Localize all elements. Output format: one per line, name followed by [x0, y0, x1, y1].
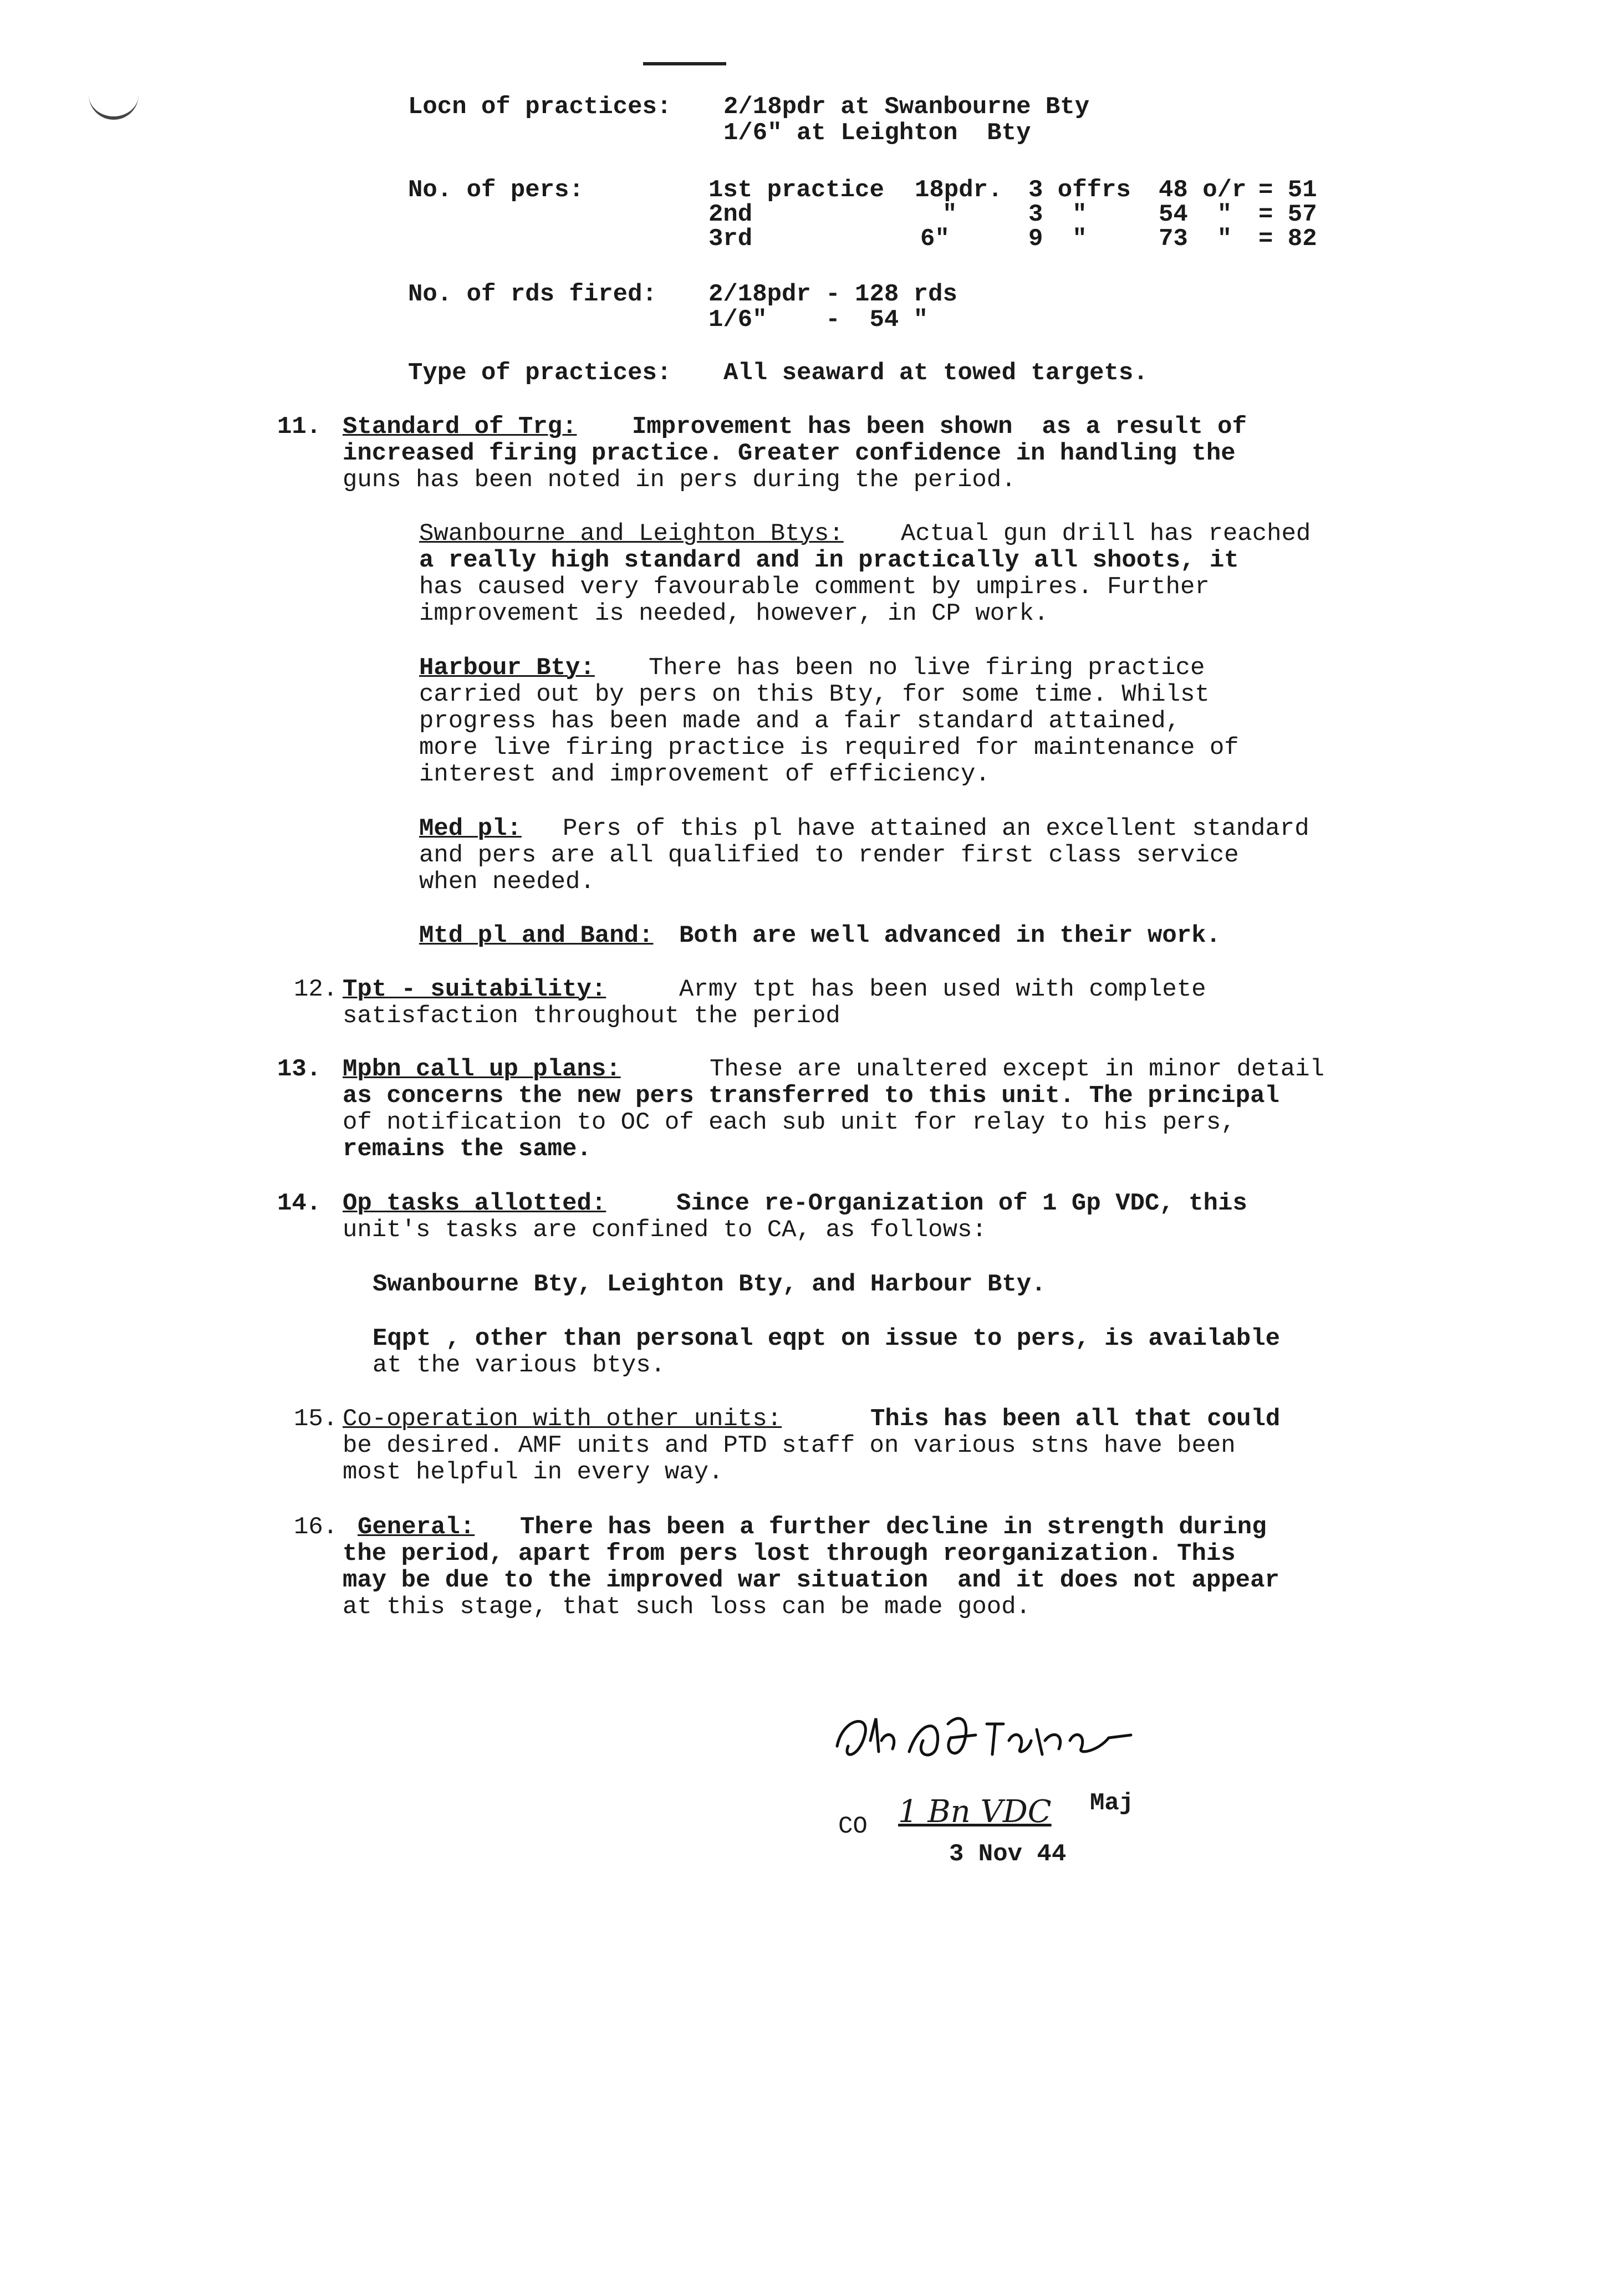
para-14-line-2: unit's tasks are confined to CA, as follows:	[343, 1216, 987, 1244]
pers-row-2-or: 54 "	[1159, 201, 1232, 228]
para-13-number: 13.	[277, 1055, 322, 1083]
pers-row-3-practice: 3rd	[708, 225, 753, 253]
para-13-line-4: remains the same.	[343, 1135, 592, 1163]
pers-row-3-total: = 82	[1258, 225, 1317, 253]
para-13-line-1: These are unaltered except in minor detail	[710, 1055, 1324, 1083]
sub-harbour-line-5: interest and improvement of efficiency.	[419, 761, 990, 788]
sub-harbour-line-1: There has been no live firing practice	[649, 654, 1205, 682]
para-15-line-1: This has been all that could	[870, 1405, 1281, 1433]
para-12-line-2: satisfaction throughout the period	[343, 1002, 840, 1030]
para-11-line-3: guns has been noted in pers during the period.	[343, 466, 1016, 494]
para-15-line-3: most helpful in every way.	[343, 1458, 723, 1486]
signature-unit: 1 Bn VDC	[898, 1794, 1052, 1830]
para-11-line-2: increased firing practice. Greater confidence in handling the	[343, 440, 1236, 467]
punch-hole-mark	[89, 83, 139, 120]
rds-line-1: 2/18pdr - 128 rds	[708, 280, 957, 308]
para-12-number: 12.	[294, 976, 338, 1003]
pers-row-1-gun: 18pdr.	[915, 176, 1003, 204]
sub-swanbourne-line-1: Actual gun drill has reached	[901, 520, 1311, 548]
para-13-line-2: as concerns the new pers transferred to this unit. The principal	[343, 1082, 1279, 1110]
pers-row-3-gun: 6"	[920, 225, 950, 253]
signature-scrawl-icon	[832, 1707, 1142, 1774]
para-12-line-1: Army tpt has been used with complete	[679, 976, 1206, 1003]
sub-med-pl-heading: Med pl:	[419, 815, 522, 843]
para-15-line-2: be desired. AMF units and PTD staff on various stns have been	[343, 1432, 1236, 1460]
locn-line-2: 1/6" at Leighton Bty	[723, 119, 1031, 147]
type-value: All seaward at towed targets.	[723, 359, 1148, 387]
para-16-line-2: the period, apart from pers lost through reorganization. This	[343, 1540, 1236, 1568]
sub-harbour-heading: Harbour Bty:	[419, 654, 595, 682]
sub-swanbourne-line-2: a really high standard and in practically all shoots, it	[419, 547, 1239, 574]
pers-row-2-offrs: 3 "	[1028, 201, 1087, 228]
pers-row-1-or: 48 o/r	[1159, 176, 1247, 204]
signature-co-prefix: CO	[838, 1813, 868, 1840]
para-16-line-1: There has been a further decline in strength during	[520, 1513, 1267, 1541]
para-15-heading: Co-operation with other units:	[343, 1405, 782, 1433]
pers-row-3-or: 73 "	[1159, 225, 1232, 253]
para-16-heading: General:	[358, 1513, 475, 1541]
para-11-line-1: Improvement has been shown as a result of	[632, 413, 1247, 441]
para-14-heading: Op tasks allotted:	[343, 1190, 606, 1217]
sub-harbour-line-4: more live firing practice is required for maintenance of	[419, 734, 1239, 762]
pers-row-2-gun: "	[942, 201, 957, 228]
signature-rank: Maj	[1090, 1789, 1134, 1817]
pers-label: No. of pers:	[408, 176, 584, 204]
pers-row-1-practice: 1st practice	[708, 176, 884, 204]
para-14-eqpt-line-2: at the various btys.	[373, 1351, 666, 1379]
para-13-heading: Mpbn call up plans:	[343, 1055, 621, 1083]
sub-med-pl-line-3: when needed.	[419, 868, 595, 896]
sub-harbour-line-3: progress has been made and a fair standard attained,	[419, 707, 1181, 735]
para-16-line-4: at this stage, that such loss can be made good.	[343, 1593, 1031, 1621]
rds-label: No. of rds fired:	[408, 280, 657, 308]
pers-row-1-total: = 51	[1258, 176, 1317, 204]
para-13-line-3: of notification to OC of each sub unit for relay to his pers,	[343, 1109, 1236, 1136]
pers-row-1-offrs: 3 offrs	[1028, 176, 1131, 204]
sub-med-pl-line-1: Pers of this pl have attained an excellent standard	[563, 815, 1309, 843]
para-11-heading: Standard of Trg:	[343, 413, 577, 441]
para-12-heading: Tpt - suitability:	[343, 976, 606, 1003]
para-16-line-3: may be due to the improved war situation and it does not appear	[343, 1567, 1279, 1594]
locn-line-1: 2/18pdr at Swanbourne Bty	[723, 93, 1090, 121]
para-14-line-1: Since re-Organization of 1 Gp VDC, this	[676, 1190, 1247, 1217]
sub-mtd-pl-line-1: Both are well advanced in their work.	[679, 922, 1221, 950]
sub-swanbourne-line-4: improvement is needed, however, in CP work.	[419, 600, 1049, 627]
para-15-number: 15.	[294, 1405, 338, 1433]
para-11-number: 11.	[277, 413, 322, 441]
pers-row-3-offrs: 9 "	[1028, 225, 1087, 253]
sub-mtd-pl-heading: Mtd pl and Band:	[419, 922, 654, 950]
signature-date: 3 Nov 44	[949, 1840, 1067, 1868]
top-rule	[643, 62, 726, 65]
sub-swanbourne-line-3: has caused very favourable comment by umpires. Further	[419, 573, 1210, 601]
para-14-number: 14.	[277, 1190, 322, 1217]
locn-label: Locn of practices:	[408, 93, 672, 121]
handwritten-signature	[832, 1707, 1142, 1774]
pers-row-2-total: = 57	[1258, 201, 1317, 228]
sub-harbour-line-2: carried out by pers on this Bty, for some time. Whilst	[419, 681, 1210, 708]
pers-row-2-practice: 2nd	[708, 201, 753, 228]
para-14-list: Swanbourne Bty, Leighton Bty, and Harbour Bty.	[373, 1271, 1046, 1298]
para-14-eqpt-line-1: Eqpt , other than personal eqpt on issue to pers, is available	[373, 1325, 1281, 1353]
para-16-number: 16.	[294, 1513, 338, 1541]
type-label: Type of practices:	[408, 359, 672, 387]
rds-line-2: 1/6" - 54 "	[708, 306, 929, 334]
sub-swanbourne-heading: Swanbourne and Leighton Btys:	[419, 520, 844, 548]
sub-med-pl-line-2: and pers are all qualified to render first class service	[419, 841, 1239, 869]
